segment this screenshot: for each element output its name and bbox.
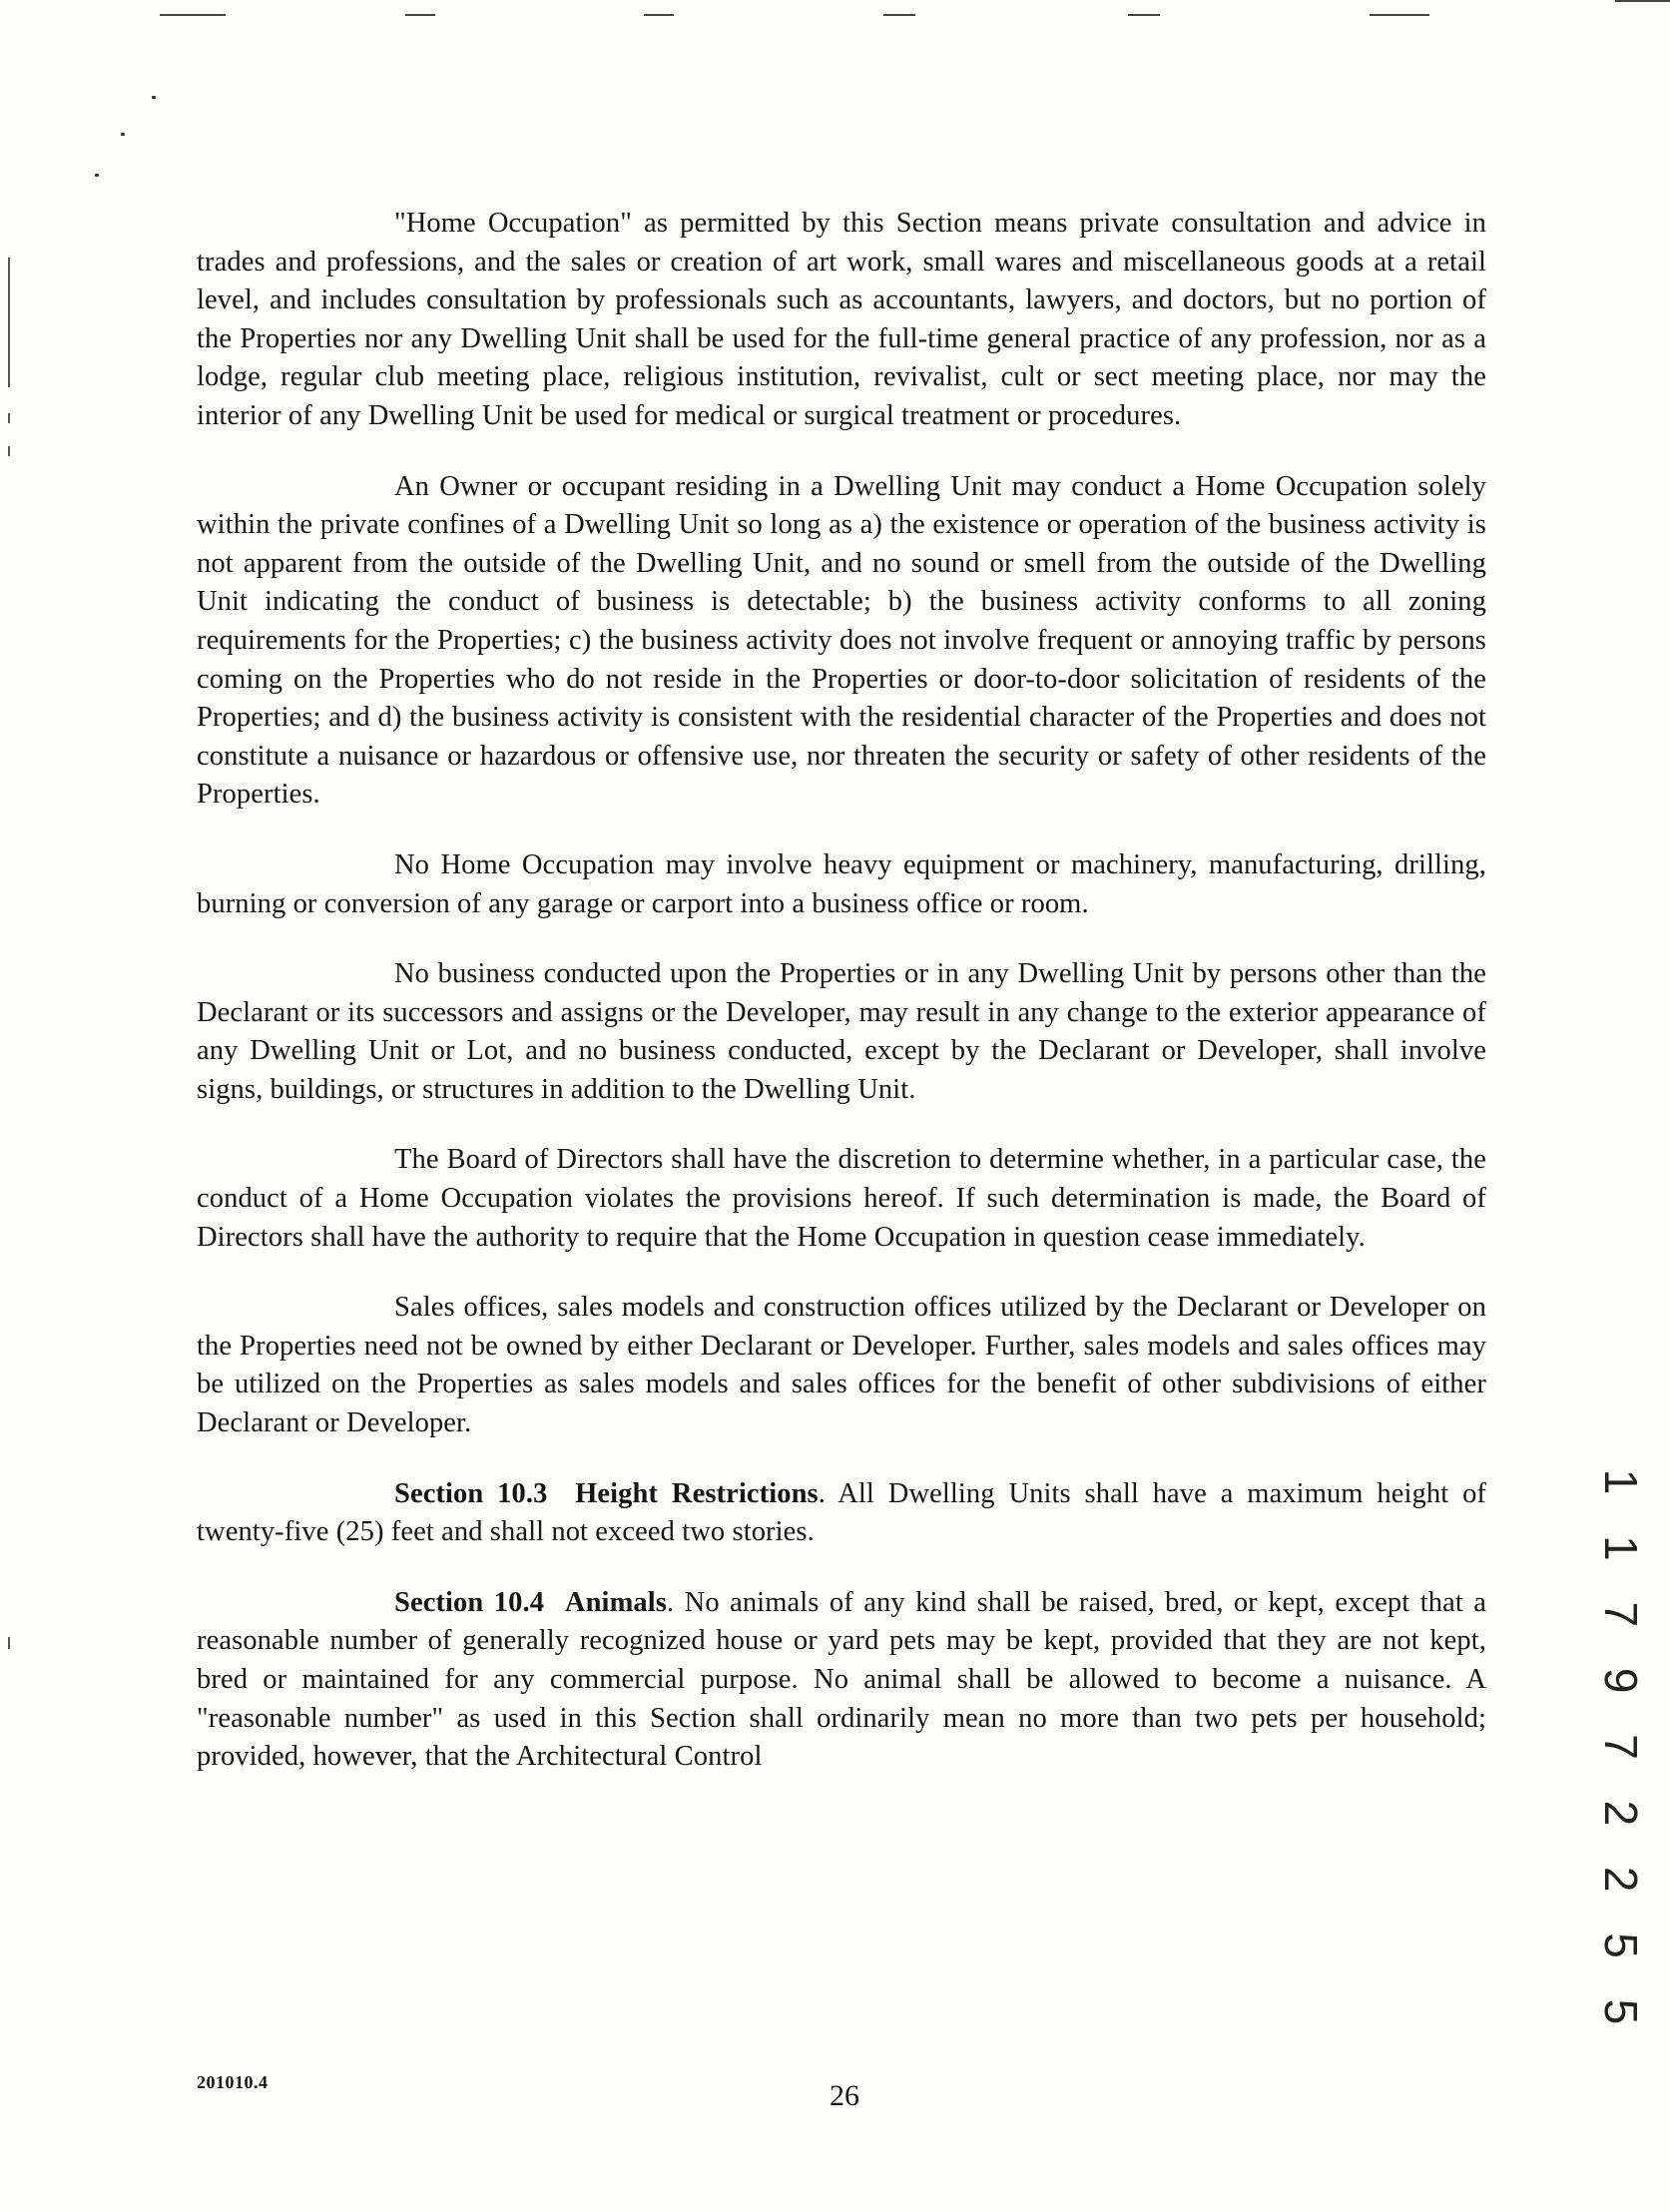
section-title: Animals xyxy=(564,1586,667,1618)
paragraph-text: No Home Occupation may involve heavy equipment or machinery, manufacturing, drilling, burning or conversion of any garage or carport into a business office or room. xyxy=(197,848,1486,919)
scan-speck xyxy=(121,133,125,136)
scan-mark xyxy=(1370,14,1429,16)
scan-speck xyxy=(95,174,99,177)
scan-mark xyxy=(1615,0,1670,2)
paragraph-business-appearance xyxy=(197,955,1486,1109)
paragraph-text: The Board of Directors shall have the discretion to determine whether, in a particular case, the conduct of a Home Occupation violates the provisions hereof. If such determination is made, the Board of Directors shall have the authority to require that the Home Occupation in question cease immediately. xyxy=(197,1144,1486,1253)
scan-mark xyxy=(1128,14,1160,16)
scan-mark xyxy=(644,14,674,16)
page-number: 26 xyxy=(830,2079,859,2112)
scan-margin-line xyxy=(8,258,10,387)
scan-margin-line xyxy=(8,1637,10,1649)
section-title: Height Restrictions xyxy=(575,1477,819,1509)
paragraph-text: Sales offices, sales models and construction offices utilized by the Declarant or Developer on the Properties need not be owned by either Declarant or Developer. Further, sales models and sales offices may be utilized on the Properties as sales models and sales offices for the benefit of other subdivisions of either Declarant or Developer. xyxy=(197,1292,1486,1439)
paragraph-text: . All Dwelling Units shall have a maximum height of twenty-five (25) feet and shall not exceed two stories. xyxy=(197,1477,1487,1548)
scan-mark xyxy=(160,14,226,16)
scan-margin-line xyxy=(8,446,10,456)
paragraph-text: "Home Occupation" as permitted by this Section means private consultation and advice in trades and professions, and the sales or creation of art work, small wares and miscellaneous goods at a retail level, and includes consultation by professionals such as accountants, lawyers, and doctors, but no portion of the Properties nor any Dwelling Unit shall be used for the full-time general practice of any profession, nor as a lodge, regular club meeting place, religious institution, revivalist, cult or sect meeting place, nor may the interior of any Dwelling Unit be used for medical or surgical treatment or procedures. xyxy=(197,208,1486,431)
scan-speck xyxy=(152,96,156,99)
paragraph-text: No business conducted upon the Properties or in any Dwelling Unit by persons other than the Declarant or its successors and assigns or the Developer, may result in any change to the exterior appearance of any Dwelling Unit or Lot, and no business conducted, except by the Declarant or Developer, shall involve signs, buildings, or structures in addition to the Dwelling Unit. xyxy=(197,958,1486,1105)
paragraph-home-occupation-prohibitions xyxy=(197,846,1486,923)
section-number: Section 10.3 xyxy=(394,1477,548,1509)
section-10-4-animals xyxy=(197,1584,1486,1777)
scan-mark xyxy=(883,14,915,16)
section-10-3-height-restrictions xyxy=(197,1475,1486,1552)
section-number: Section 10.4 xyxy=(394,1586,545,1618)
footer-document-id: 201010.4 xyxy=(197,2072,269,2092)
document-body xyxy=(197,205,1486,1809)
paragraph-home-occupation-definition xyxy=(197,205,1486,436)
scan-margin-line xyxy=(8,413,10,423)
scan-mark xyxy=(405,14,435,16)
paragraph-text: . No animals of any kind shall be raised, bred, or kept, except that a reasonable number of generally recognized house or yard pets may be kept, provided that they are not kept, bred or maintained for any commercial purpose. No animal shall be allowed to become a nuisance. A "reasonable number" as used in this Section shall ordinarily mean no more than two pets per household; provided, however, that the Architectural Control xyxy=(197,1586,1487,1773)
recording-number-text: 1 1 7 9 7 2 2 5 5 xyxy=(1595,1468,1647,2039)
paragraph-home-occupation-conditions xyxy=(197,468,1486,815)
paragraph-text: An Owner or occupant residing in a Dwelling Unit may conduct a Home Occupation solely within the private confines of a Dwelling Unit so long as a) the existence or operation of the business activity is not apparent from the outside of the Dwelling Unit, and no sound or smell from the outside of the Dwelling Unit indicating the conduct of business is detectable; b) the business activity conforms to all zoning requirements for the Properties; c) the business activity does not involve frequent or annoying traffic by persons coming on the Properties who do not reside in the Properties or door-to-door solicitation of residents of the Properties; and d) the business activity is consistent with the residential character of the Properties and does not constitute a nuisance or hazardous or offensive use, nor threaten the security or safety of other residents of the Properties. xyxy=(197,470,1486,811)
paragraph-board-discretion xyxy=(197,1141,1486,1257)
recording-stamp xyxy=(1581,1468,1661,2039)
paragraph-sales-offices xyxy=(197,1289,1486,1442)
